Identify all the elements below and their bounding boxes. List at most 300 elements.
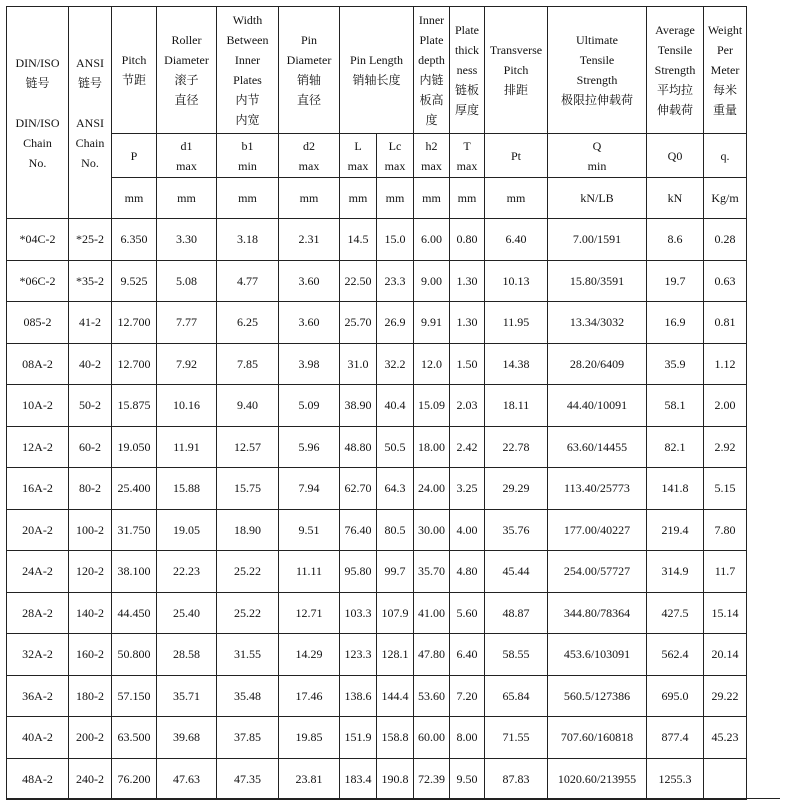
table-cell: 13.34/3032 (548, 302, 647, 344)
table-cell: 37.85 (217, 717, 279, 759)
table-cell: 14.5 (340, 219, 377, 261)
table-header (7, 7, 747, 219)
table-cell: 9.525 (112, 260, 157, 302)
header-line: Between (226, 33, 269, 47)
table-cell: 7.80 (704, 509, 747, 551)
table-cell: 32A-2 (7, 634, 69, 676)
column-header (217, 7, 279, 134)
table-cell: *06C-2 (7, 260, 69, 302)
table-cell: 180-2 (69, 675, 112, 717)
table-cell: 24.00 (414, 468, 450, 510)
table-cell: 15.14 (704, 592, 747, 634)
header-row-titles (7, 7, 747, 134)
table-cell: 38.90 (340, 385, 377, 427)
table-cell: 141.8 (647, 468, 704, 510)
table-cell: 107.9 (377, 592, 414, 634)
table-cell: 3.18 (217, 219, 279, 261)
table-cell: 35.71 (157, 675, 217, 717)
table-cell: 20A-2 (7, 509, 69, 551)
table-cell: 40A-2 (7, 717, 69, 759)
header-line: 直径 (296, 93, 321, 107)
header-line: depth (418, 53, 445, 67)
table-cell: 71.55 (485, 717, 548, 759)
header-line: Average (655, 23, 695, 37)
table-row (7, 509, 747, 551)
header-line: ANSI (75, 55, 104, 70)
column-header (69, 7, 112, 219)
header-row-units (7, 178, 747, 219)
header-line: Inner (418, 13, 445, 27)
table-cell: 5.09 (279, 385, 340, 427)
table-cell: 9.00 (414, 260, 450, 302)
table-cell: 19.85 (279, 717, 340, 759)
table-cell: 15.875 (112, 385, 157, 427)
table-cell: 14.29 (279, 634, 340, 676)
header-line: No. (28, 155, 47, 170)
table-cell: 12.0 (414, 343, 450, 385)
symbol-header (279, 134, 340, 178)
table-cell: 254.00/57727 (548, 551, 647, 593)
table-cell: 9.40 (217, 385, 279, 427)
table-cell: 128.1 (377, 634, 414, 676)
table-cell: 35.48 (217, 675, 279, 717)
table-cell: 18.90 (217, 509, 279, 551)
table-row (7, 551, 747, 593)
table-cell: 16A-2 (7, 468, 69, 510)
table-cell: 25.22 (217, 592, 279, 634)
table-row (7, 426, 747, 468)
table-cell: 3.60 (279, 302, 340, 344)
table-cell: 1255.3 (647, 758, 704, 800)
table-cell: 4.00 (450, 509, 485, 551)
table-cell: *04C-2 (7, 219, 69, 261)
header-line: b1 (241, 138, 254, 153)
symbol-header (548, 134, 647, 178)
table-cell: 35.70 (414, 551, 450, 593)
header-line: Pitch (503, 63, 529, 77)
table-cell: 53.60 (414, 675, 450, 717)
table-cell: 0.28 (704, 219, 747, 261)
table-cell: 12.700 (112, 343, 157, 385)
header-line (70, 93, 110, 113)
table-cell: 14.38 (485, 343, 548, 385)
unit-header: mm (485, 178, 548, 219)
table-row (7, 260, 747, 302)
header-line: 链板 (454, 83, 479, 97)
header-line: 链号 (77, 75, 102, 90)
table-cell: 44.450 (112, 592, 157, 634)
table-cell: *25-2 (69, 219, 112, 261)
table-cell: 47.63 (157, 758, 217, 800)
header-line: T (463, 138, 471, 153)
header-line: 伸载荷 (656, 103, 693, 117)
symbol-header (340, 134, 377, 178)
table-cell: 57.150 (112, 675, 157, 717)
header-line: Pt (510, 148, 521, 163)
table-row (7, 592, 747, 634)
header-line: Ultimate (576, 33, 618, 47)
header-line: max (421, 158, 442, 173)
table-cell: 58.55 (485, 634, 548, 676)
table-cell: 47.35 (217, 758, 279, 800)
table-cell: 31.55 (217, 634, 279, 676)
table-cell: 40.4 (377, 385, 414, 427)
header-line: No. (81, 155, 99, 170)
column-header (340, 7, 414, 134)
table-row (7, 717, 747, 759)
header-line: ness (456, 63, 478, 77)
unit-header: Kg/m (704, 178, 747, 219)
table-cell: 36A-2 (7, 675, 69, 717)
table-cell: 50.5 (377, 426, 414, 468)
header-line: 极限拉伸载荷 (560, 93, 633, 107)
header-line: h2 (425, 138, 438, 153)
table-cell: 7.85 (217, 343, 279, 385)
header-line: 板高 (419, 93, 444, 107)
unit-header: mm (414, 178, 450, 219)
table-cell: 2.42 (450, 426, 485, 468)
table-cell: 60-2 (69, 426, 112, 468)
table-cell: 10.16 (157, 385, 217, 427)
table-cell: 877.4 (647, 717, 704, 759)
table-cell: 80.5 (377, 509, 414, 551)
header-line: DIN/ISO (15, 55, 60, 70)
table-cell: 3.98 (279, 343, 340, 385)
header-line: P (130, 148, 138, 163)
table-cell: 0.63 (704, 260, 747, 302)
table-cell: 12.71 (279, 592, 340, 634)
header-line: 内节 (235, 93, 260, 107)
table-cell: 15.88 (157, 468, 217, 510)
table-cell: 29.29 (485, 468, 548, 510)
table-cell: 40-2 (69, 343, 112, 385)
table-cell: 7.77 (157, 302, 217, 344)
header-line: 销轴长度 (352, 73, 401, 87)
header-line: 平均拉 (656, 83, 693, 97)
header-line: 厚度 (454, 103, 479, 117)
header-line: Pin (300, 33, 317, 47)
table-cell: 30.00 (414, 509, 450, 551)
symbol-header (217, 134, 279, 178)
table-cell: 12.700 (112, 302, 157, 344)
table-cell: 11.95 (485, 302, 548, 344)
table-cell: 219.4 (647, 509, 704, 551)
symbol-header (112, 134, 157, 178)
table-cell: 9.91 (414, 302, 450, 344)
table-cell: 183.4 (340, 758, 377, 800)
table-cell: 15.0 (377, 219, 414, 261)
table-cell: 7.94 (279, 468, 340, 510)
table-cell: 158.8 (377, 717, 414, 759)
unit-header: mm (450, 178, 485, 219)
header-line: Plates (233, 73, 262, 87)
header-line: Tensile (579, 53, 615, 67)
unit-header: kN (647, 178, 704, 219)
header-line: Weight (707, 23, 743, 37)
table-cell: 1020.60/213955 (548, 758, 647, 800)
table-cell: 12.57 (217, 426, 279, 468)
table-cell: 1.30 (450, 260, 485, 302)
header-line: Pin Length (350, 53, 403, 67)
table-cell: 10.13 (485, 260, 548, 302)
table-cell: 41.00 (414, 592, 450, 634)
table-cell: 151.9 (340, 717, 377, 759)
table-cell: 47.80 (414, 634, 450, 676)
table-cell: 65.84 (485, 675, 548, 717)
table-cell: 160-2 (69, 634, 112, 676)
table-cell: 23.81 (279, 758, 340, 800)
table-cell: 177.00/40227 (548, 509, 647, 551)
table-cell: 26.9 (377, 302, 414, 344)
table-cell: 31.750 (112, 509, 157, 551)
table-cell: 707.60/160818 (548, 717, 647, 759)
header-line: 节距 (121, 73, 146, 87)
table-cell: 18.00 (414, 426, 450, 468)
table-cell: 138.6 (340, 675, 377, 717)
table-cell: 63.500 (112, 717, 157, 759)
header-line: max (176, 158, 197, 173)
table-cell: 140-2 (69, 592, 112, 634)
column-header (647, 7, 704, 134)
table-cell: 3.30 (157, 219, 217, 261)
table-cell: 18.11 (485, 385, 548, 427)
header-line: 排距 (503, 83, 528, 97)
table-cell: 6.25 (217, 302, 279, 344)
table-cell: 2.92 (704, 426, 747, 468)
table-cell: 4.77 (217, 260, 279, 302)
header-line: q. (720, 148, 730, 163)
table-cell: 8.00 (450, 717, 485, 759)
header-line: thick (455, 43, 479, 57)
table-cell: 29.22 (704, 675, 747, 717)
table-cell: 5.08 (157, 260, 217, 302)
table-cell: 11.7 (704, 551, 747, 593)
table-cell: 95.80 (340, 551, 377, 593)
table-cell: 6.00 (414, 219, 450, 261)
table-cell: 60.00 (414, 717, 450, 759)
table-cell: 45.44 (485, 551, 548, 593)
header-line: Meter (710, 63, 740, 77)
table-cell: 0.81 (704, 302, 747, 344)
table-cell: 48.80 (340, 426, 377, 468)
table-cell: 35.76 (485, 509, 548, 551)
symbol-header (704, 134, 747, 178)
table-row (7, 634, 747, 676)
header-line: Q0 (667, 148, 683, 163)
header-line: Plate (455, 23, 479, 37)
table-cell: 25.70 (340, 302, 377, 344)
table-cell: 1.50 (450, 343, 485, 385)
header-line: Chain (23, 135, 52, 150)
header-line: Q (592, 138, 602, 153)
table-cell: 48A-2 (7, 758, 69, 800)
column-header (112, 7, 157, 134)
table-row (7, 675, 747, 717)
table-cell: 31.0 (340, 343, 377, 385)
table-cell: 085-2 (7, 302, 69, 344)
header-line: L (354, 138, 362, 153)
table-cell: 5.15 (704, 468, 747, 510)
table-cell: 6.350 (112, 219, 157, 261)
table-cell: 44.40/10091 (548, 385, 647, 427)
table-body (7, 219, 747, 800)
table-cell: 45.23 (704, 717, 747, 759)
header-line: Per (717, 43, 733, 57)
table-cell: 5.96 (279, 426, 340, 468)
table-cell: 200-2 (69, 717, 112, 759)
table-cell: 80-2 (69, 468, 112, 510)
table-cell: 16.9 (647, 302, 704, 344)
table-cell: 344.80/78364 (548, 592, 647, 634)
header-line: min (587, 158, 607, 173)
table-cell: 22.50 (340, 260, 377, 302)
table-cell: 25.400 (112, 468, 157, 510)
unit-header: mm (279, 178, 340, 219)
header-line: 内链 (419, 73, 444, 87)
table-cell: 20.14 (704, 634, 747, 676)
table-cell: 28.58 (157, 634, 217, 676)
table-cell: 17.46 (279, 675, 340, 717)
table-cell: 87.83 (485, 758, 548, 800)
table-cell: 39.68 (157, 717, 217, 759)
table-cell: 32.2 (377, 343, 414, 385)
table-cell: 560.5/127386 (548, 675, 647, 717)
table-row (7, 219, 747, 261)
header-line: max (298, 158, 320, 173)
table-cell: 50.800 (112, 634, 157, 676)
header-line: max (384, 158, 406, 173)
table-cell: 82.1 (647, 426, 704, 468)
header-line: Pitch (121, 53, 147, 67)
table-cell: 76.200 (112, 758, 157, 800)
column-header (7, 7, 69, 219)
header-line: DIN/ISO (15, 115, 60, 130)
table-cell: 48.87 (485, 592, 548, 634)
table-cell: 120-2 (69, 551, 112, 593)
table-cell: 3.25 (450, 468, 485, 510)
header-line: 滚子 (174, 73, 199, 87)
table-cell: 7.92 (157, 343, 217, 385)
header-line: Chain (75, 135, 105, 150)
table-row (7, 758, 747, 800)
symbol-header (450, 134, 485, 178)
unit-header: mm (377, 178, 414, 219)
table-cell (704, 758, 747, 800)
unit-header: mm (217, 178, 279, 219)
table-cell: 7.00/1591 (548, 219, 647, 261)
unit-header: mm (157, 178, 217, 219)
symbol-header (647, 134, 704, 178)
header-line: Roller (171, 33, 202, 47)
table-cell: 1.30 (450, 302, 485, 344)
header-line: Diameter (286, 53, 332, 67)
table-cell: 08A-2 (7, 343, 69, 385)
table-cell: 25.40 (157, 592, 217, 634)
unit-header: mm (340, 178, 377, 219)
table-cell: 2.03 (450, 385, 485, 427)
table-cell: 58.1 (647, 385, 704, 427)
column-header (450, 7, 485, 134)
table-cell: 10A-2 (7, 385, 69, 427)
table-cell: 3.60 (279, 260, 340, 302)
table-cell: 62.70 (340, 468, 377, 510)
header-line: 内宽 (235, 113, 260, 127)
header-line: Lc (388, 138, 402, 153)
header-line: Plate (419, 33, 444, 47)
table-cell: 12A-2 (7, 426, 69, 468)
table-cell: 123.3 (340, 634, 377, 676)
table-cell: 427.5 (647, 592, 704, 634)
column-header (704, 7, 747, 134)
table-cell: 9.51 (279, 509, 340, 551)
header-line: d2 (303, 138, 315, 153)
header-line: ANSI (75, 115, 104, 130)
table-cell: 9.50 (450, 758, 485, 800)
table-row (7, 343, 747, 385)
header-line: Tensile (657, 43, 693, 57)
table-cell: 113.40/25773 (548, 468, 647, 510)
table-cell: 22.23 (157, 551, 217, 593)
table-cell: 4.80 (450, 551, 485, 593)
header-line (8, 93, 67, 113)
header-line: Inner (234, 53, 261, 67)
table-cell: 64.3 (377, 468, 414, 510)
table-cell: 453.6/103091 (548, 634, 647, 676)
table-cell: 15.75 (217, 468, 279, 510)
header-line: Strength (576, 73, 618, 87)
symbol-header (377, 134, 414, 178)
table-cell: 0.80 (450, 219, 485, 261)
table-cell: *35-2 (69, 260, 112, 302)
column-header (157, 7, 217, 134)
table-cell: 11.91 (157, 426, 217, 468)
header-line: Transverse (489, 43, 543, 57)
table-cell: 19.7 (647, 260, 704, 302)
table-cell: 41-2 (69, 302, 112, 344)
chain-spec-table (6, 6, 747, 800)
table-cell: 2.00 (704, 385, 747, 427)
table-cell: 100-2 (69, 509, 112, 551)
table-cell: 22.78 (485, 426, 548, 468)
table-cell: 28.20/6409 (548, 343, 647, 385)
table-cell: 24A-2 (7, 551, 69, 593)
column-header (279, 7, 340, 134)
table-cell: 19.050 (112, 426, 157, 468)
column-header (548, 7, 647, 134)
table-cell: 562.4 (647, 634, 704, 676)
table-cell: 7.20 (450, 675, 485, 717)
column-header (485, 7, 548, 134)
table-cell: 314.9 (647, 551, 704, 593)
unit-header: kN/LB (548, 178, 647, 219)
header-line: max (347, 158, 369, 173)
header-line: max (456, 158, 478, 173)
header-line: 销轴 (296, 73, 321, 87)
header-line: Diameter (164, 53, 209, 67)
table-cell: 144.4 (377, 675, 414, 717)
table-cell: 63.60/14455 (548, 426, 647, 468)
table-row (7, 385, 747, 427)
table-cell: 5.60 (450, 592, 485, 634)
header-line: 度 (425, 113, 438, 127)
table-cell: 6.40 (450, 634, 485, 676)
symbol-header (414, 134, 450, 178)
chain-spec-table-container (6, 6, 747, 800)
header-line: 每米 (712, 83, 737, 97)
table-cell: 35.9 (647, 343, 704, 385)
symbol-header (485, 134, 548, 178)
table-row (7, 468, 747, 510)
